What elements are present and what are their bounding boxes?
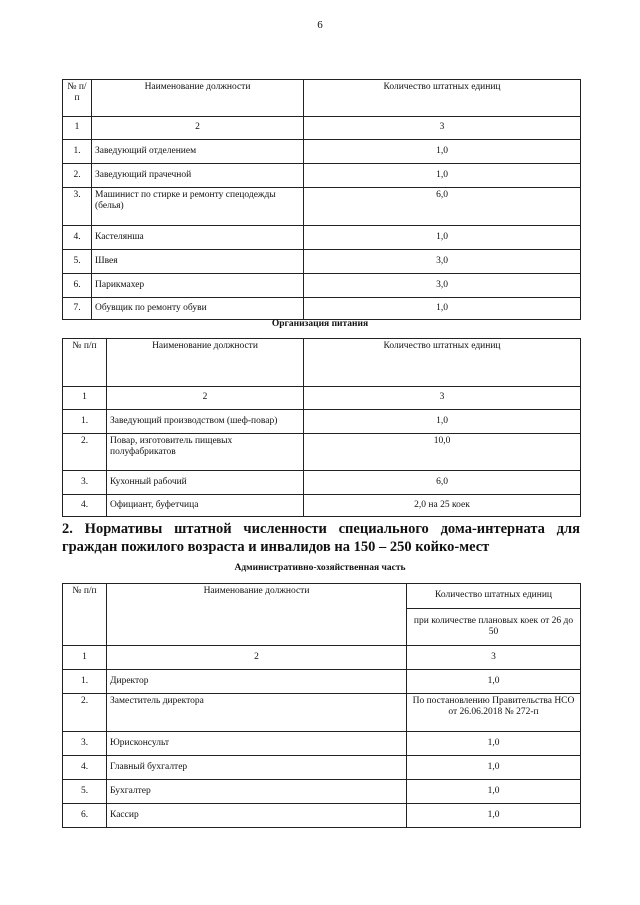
staff-quantity: 1,0 [304, 298, 581, 320]
staff-quantity: 1,0 [407, 732, 581, 756]
header-number: № п/п [63, 339, 107, 387]
row-number: 3. [63, 188, 92, 226]
table-row [63, 140, 581, 164]
table-row [63, 274, 581, 298]
staff-quantity: 1,0 [407, 670, 581, 694]
staff-table-laundry [62, 79, 581, 320]
column-number: 1 [63, 646, 107, 670]
position-name: Заведующий прачечной [92, 164, 304, 188]
header-number: № п/п [63, 584, 107, 646]
staff-quantity: 6,0 [304, 188, 581, 226]
staff-quantity: 6,0 [304, 471, 581, 495]
table-row [63, 756, 581, 780]
position-name: Бухгалтер [107, 780, 407, 804]
header-position: Наименование должности [107, 584, 407, 646]
header-position: Наименование должности [92, 80, 304, 117]
header-number: № п/п [63, 80, 92, 117]
position-name: Парикмахер [92, 274, 304, 298]
row-number: 6. [63, 274, 92, 298]
position-name: Главный бухгалтер [107, 756, 407, 780]
column-number: 1 [63, 117, 92, 140]
staff-quantity: 1,0 [407, 804, 581, 828]
header-quantity: Количество штатных единиц [304, 80, 581, 117]
section-caption-administrative: Административно-хозяйственная часть [234, 563, 406, 573]
column-number: 2 [92, 117, 304, 140]
row-number: 1. [63, 410, 107, 434]
position-name: Заведующий производством (шеф-повар) [107, 410, 304, 434]
staff-quantity: 3,0 [304, 250, 581, 274]
row-number: 2. [63, 164, 92, 188]
position-name: Кассир [107, 804, 407, 828]
page-number: 6 [317, 19, 323, 31]
table-row [63, 410, 581, 434]
position-name: Обувщик по ремонту обуви [92, 298, 304, 320]
table-header-row [63, 584, 581, 609]
row-number: 7. [63, 298, 92, 320]
staff-table-administrative [62, 583, 581, 828]
table-row [63, 434, 581, 471]
row-number: 2. [63, 694, 107, 732]
section-heading: 2. Нормативы штатной численности специального дома-интерната для граждан пожилого возраста и инвалидов на 150 – 250 койко-мест [62, 521, 580, 556]
table-row [63, 780, 581, 804]
column-number: 3 [304, 387, 581, 410]
row-number: 1. [63, 140, 92, 164]
staff-quantity: 1,0 [304, 410, 581, 434]
position-name: Юрисконсульт [107, 732, 407, 756]
position-name: Кастелянша [92, 226, 304, 250]
column-number: 1 [63, 387, 107, 410]
row-number: 3. [63, 471, 107, 495]
table-row [63, 188, 581, 226]
table-row [63, 732, 581, 756]
table-row [63, 694, 581, 732]
table-row [63, 226, 581, 250]
position-name: Машинист по стирке и ремонту спецодежды (белья) [92, 188, 304, 226]
staff-quantity: 1,0 [304, 226, 581, 250]
position-name: Официант, буфетчица [107, 495, 304, 517]
header-quantity: Количество штатных единиц [407, 584, 581, 609]
column-numbers-row [63, 117, 581, 140]
position-name: Повар, изготовитель пищевых полуфабрикатов [107, 434, 304, 471]
row-number: 3. [63, 732, 107, 756]
table-row [63, 495, 581, 517]
table-header-row [63, 80, 581, 117]
staff-quantity: 1,0 [304, 164, 581, 188]
row-number: 4. [63, 495, 107, 517]
row-number: 4. [63, 226, 92, 250]
header-quantity: Количество штатных единиц [304, 339, 581, 387]
row-number: 4. [63, 756, 107, 780]
position-name: Заместитель директора [107, 694, 407, 732]
column-number: 3 [407, 646, 581, 670]
header-quantity-subheader: при количестве плановых коек от 26 до 50 [407, 609, 581, 646]
row-number: 6. [63, 804, 107, 828]
column-number: 2 [107, 387, 304, 410]
staff-table-catering [62, 338, 581, 517]
table-row [63, 670, 581, 694]
column-number: 3 [304, 117, 581, 140]
table-row [63, 298, 581, 320]
staff-quantity: 1,0 [304, 140, 581, 164]
staff-quantity: 10,0 [304, 434, 581, 471]
row-number: 5. [63, 250, 92, 274]
position-name: Швея [92, 250, 304, 274]
row-number: 1. [63, 670, 107, 694]
table-row [63, 804, 581, 828]
position-name: Директор [107, 670, 407, 694]
staff-quantity: 1,0 [407, 780, 581, 804]
table-row [63, 471, 581, 495]
staff-quantity: По постановлению Правительства НСО от 26.06.2018 № 272-п [407, 694, 581, 732]
header-position: Наименование должности [107, 339, 304, 387]
column-numbers-row [63, 387, 581, 410]
table-row [63, 250, 581, 274]
table-row [63, 164, 581, 188]
table-header-row [63, 339, 581, 387]
position-name: Заведующий отделением [92, 140, 304, 164]
row-number: 5. [63, 780, 107, 804]
row-number: 2. [63, 434, 107, 471]
position-name: Кухонный рабочий [107, 471, 304, 495]
staff-quantity: 2,0 на 25 коек [304, 495, 581, 517]
staff-quantity: 3,0 [304, 274, 581, 298]
section-caption-catering: Организация питания [271, 319, 369, 329]
column-number: 2 [107, 646, 407, 670]
staff-quantity: 1,0 [407, 756, 581, 780]
column-numbers-row [63, 646, 581, 670]
